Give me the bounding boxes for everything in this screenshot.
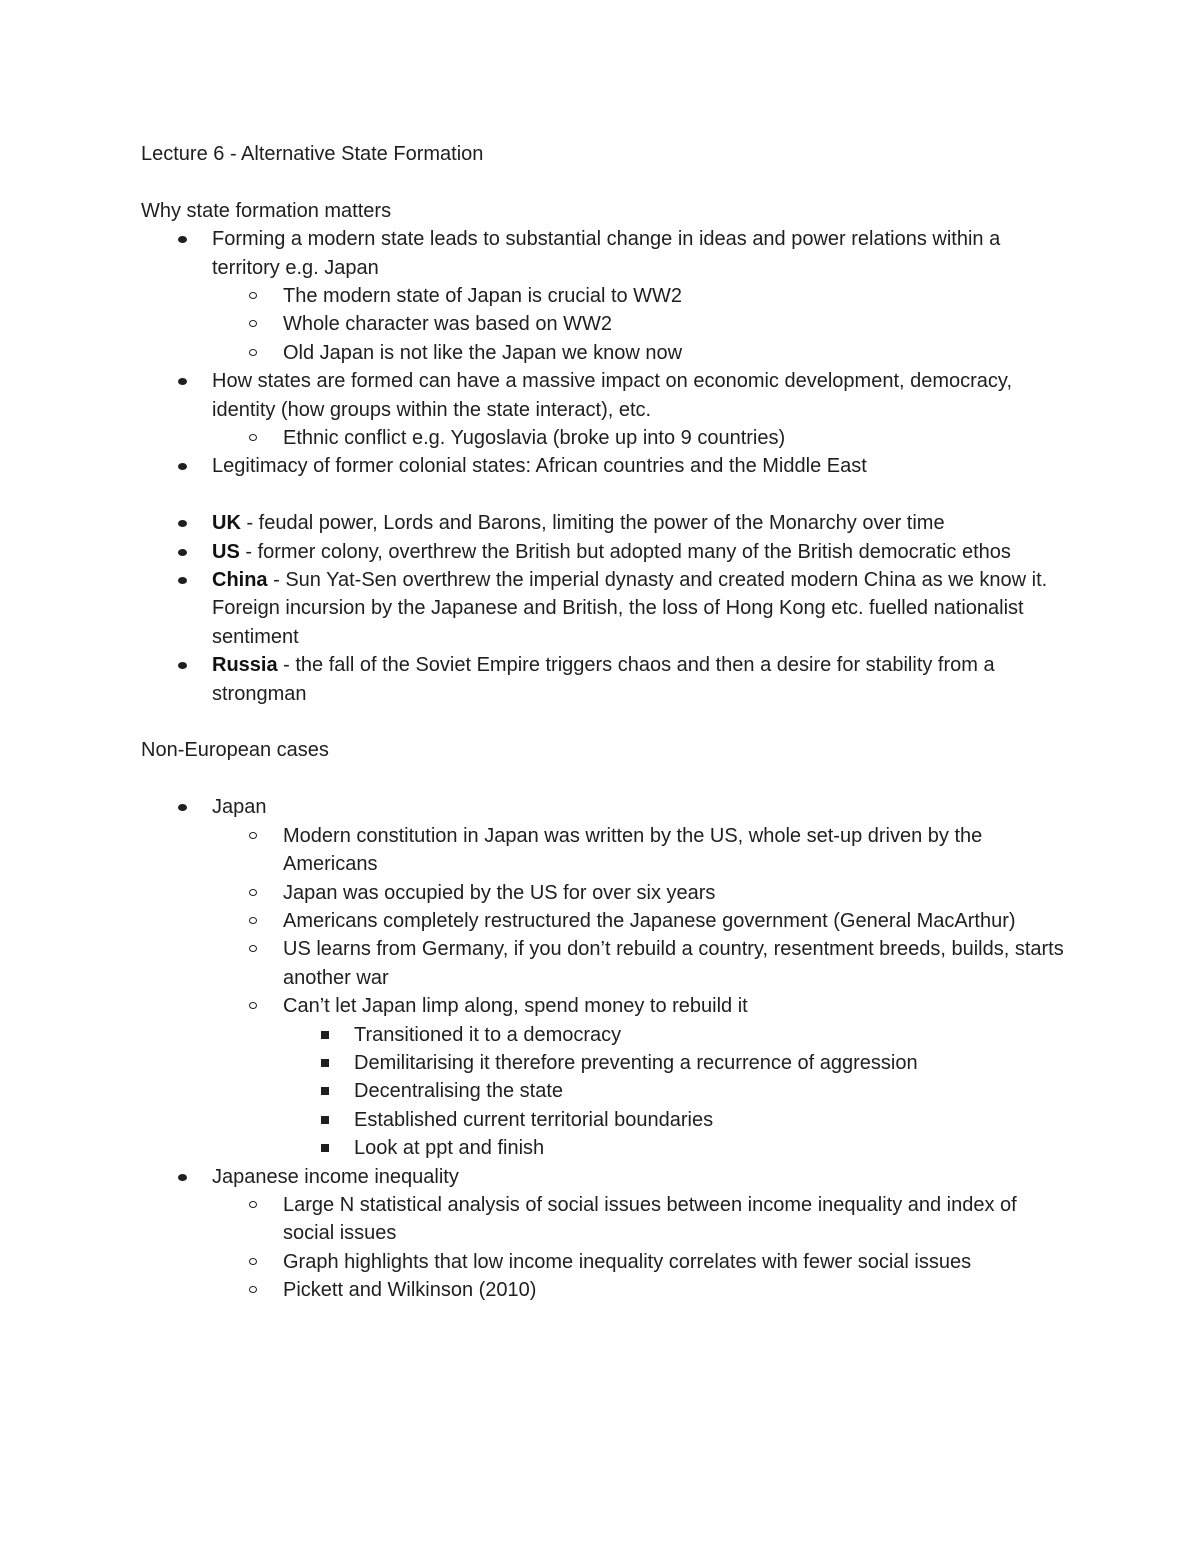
list-item — [141, 452, 1071, 480]
sub-list-item-text: Old Japan is not like the Japan we know now — [283, 341, 683, 364]
country-name: UK — [212, 512, 241, 535]
list-item-text — [212, 566, 1071, 651]
sub-sub-list-item-text: Look at ppt and finish — [354, 1137, 545, 1160]
country-description: - feudal power, Lords and Barons, limiting the power of the Monarchy over time — [240, 512, 945, 535]
sub-list-item — [212, 992, 1071, 1162]
sub-list-item — [212, 907, 1071, 935]
sub-list-item-text: Can’t let Japan limp along, spend money to rebuild it — [283, 995, 748, 1018]
sub-list-item — [212, 879, 1071, 907]
list-item-japan — [141, 793, 1071, 1162]
spacer — [141, 481, 1071, 509]
document-page — [141, 140, 1071, 1305]
list-item-russia — [141, 651, 1071, 708]
bullet-list-countries — [141, 509, 1071, 708]
sub-list-item — [212, 282, 1071, 310]
section-heading-non-european: Non-European cases — [141, 739, 329, 762]
sub-list-item-text: Americans completely restructured the Japanese government (General MacArthur) — [283, 909, 1016, 932]
sub-sub-list-item-text: Demilitarising it therefore preventing a recurrence of aggression — [354, 1051, 918, 1074]
sub-list — [212, 1191, 1071, 1305]
list-item-text: Japan — [212, 796, 267, 819]
sub-list-item — [212, 1248, 1071, 1276]
sub-list-item-text: Japan was occupied by the US for over six years — [283, 881, 716, 904]
sub-sub-list-item — [283, 1021, 1071, 1049]
page-title: Lecture 6 - Alternative State Formation — [141, 143, 484, 165]
country-name: US — [212, 540, 240, 563]
list-item-inequality — [141, 1163, 1071, 1305]
sub-list — [212, 424, 1071, 452]
sub-sub-list — [283, 1021, 1071, 1163]
list-item-text: How states are formed can have a massive impact on economic development, democracy, identity (how groups within the state interact), etc. — [212, 370, 1012, 421]
list-item-china — [141, 566, 1071, 651]
country-name: Russia — [212, 654, 278, 677]
list-item-text: Forming a modern state leads to substantial change in ideas and power relations within a territory e.g. Japan — [212, 228, 1001, 279]
sub-list-item-text: Ethnic conflict e.g. Yugoslavia (broke up into 9 countries) — [283, 427, 786, 450]
spacer — [141, 708, 1071, 736]
sub-list-item — [212, 822, 1071, 879]
sub-list-item — [212, 935, 1071, 992]
sub-sub-list-item-text: Transitioned it to a democracy — [354, 1023, 622, 1046]
sub-list-item — [212, 1191, 1071, 1248]
sub-list-item-text: US learns from Germany, if you don’t rebuild a country, resentment breeds, builds, starts another war — [283, 938, 1064, 989]
sub-sub-list-item — [283, 1077, 1071, 1105]
list-item-text: Japanese income inequality — [212, 1165, 459, 1188]
sub-list — [212, 822, 1071, 1163]
list-item-uk — [141, 509, 1071, 537]
sub-list — [212, 282, 1071, 367]
country-description: - Sun Yat-Sen overthrew the imperial dynasty and created modern China as we know it. Foreign incursion by the Japanese and British, the loss of Hong Kong etc. fuelled nationalist sentiment — [212, 569, 1048, 648]
sub-list-item — [212, 1276, 1071, 1304]
section-heading-why: Why state formation matters — [141, 199, 392, 222]
country-description: - former colony, overthrew the British but adopted many of the British democratic ethos — [239, 540, 1011, 563]
list-item-text — [212, 538, 1071, 566]
list-item-text — [212, 651, 1071, 708]
sub-list-item-text: Whole character was based on WW2 — [283, 313, 613, 336]
sub-sub-list-item-text: Established current territorial boundaries — [354, 1108, 714, 1131]
bullet-list-cases — [141, 793, 1071, 1304]
sub-sub-list-item — [283, 1134, 1071, 1162]
sub-list-item-text: Graph highlights that low income inequality correlates with fewer social issues — [283, 1250, 972, 1273]
bullet-list-why — [141, 225, 1071, 481]
sub-list-item — [212, 424, 1071, 452]
country-name: China — [212, 569, 268, 592]
list-item-us — [141, 538, 1071, 566]
sub-list-item — [212, 310, 1071, 338]
sub-list-item — [212, 339, 1071, 367]
sub-list-item-text: Pickett and Wilkinson (2010) — [283, 1279, 537, 1302]
list-item-text: Legitimacy of former colonial states: African countries and the Middle East — [212, 455, 867, 478]
spacer — [141, 765, 1071, 793]
sub-sub-list-item-text: Decentralising the state — [354, 1080, 564, 1103]
list-item — [141, 367, 1071, 452]
sub-sub-list-item — [283, 1049, 1071, 1077]
country-description: - the fall of the Soviet Empire triggers chaos and then a desire for stability from a strongman — [212, 654, 995, 705]
sub-list-item-text: Large N statistical analysis of social issues between income inequality and index of social issues — [283, 1193, 1017, 1245]
sub-list-item-text: The modern state of Japan is crucial to WW2 — [283, 285, 683, 308]
list-item — [141, 225, 1071, 367]
sub-sub-list-item — [283, 1106, 1071, 1134]
list-item-text — [212, 509, 1071, 537]
sub-list-item-text: Modern constitution in Japan was written by the US, whole set-up driven by the Americans — [283, 824, 983, 876]
spacer — [141, 168, 1071, 196]
